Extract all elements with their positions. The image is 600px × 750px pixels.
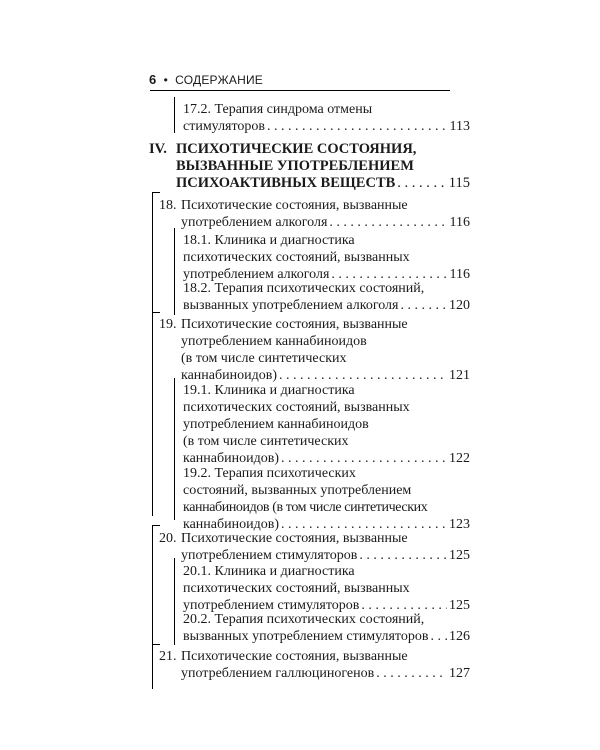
entry-text-line: употреблением стимуляторов [181, 548, 358, 563]
toc-entry-20-1 [183, 563, 470, 614]
entry-text-line: вызванных употреблением алкоголя [183, 298, 399, 313]
bracket-rule [152, 525, 160, 526]
page-ref: 113 [449, 119, 470, 134]
toc-entry-19 [159, 316, 470, 384]
entry-text: Психотические состояния, вызванные [181, 649, 408, 664]
page-ref: 127 [449, 666, 470, 681]
dot-leader [359, 547, 447, 564]
section-heading-line [149, 141, 470, 158]
page-ref: 120 [449, 298, 470, 313]
page-ref: 116 [449, 215, 470, 230]
toc-entry-21 [159, 648, 470, 682]
entry-last-line [149, 175, 470, 192]
page-ref: 126 [449, 629, 470, 644]
bracket-rule [174, 558, 175, 645]
entry-number: 20. [159, 531, 177, 546]
entry-text-line: 18.2. Терапия психотических состояний, [183, 281, 425, 296]
page-ref: 122 [449, 451, 470, 466]
entry-last-line [159, 214, 470, 231]
dot-leader [430, 628, 447, 645]
dot-leader [400, 297, 447, 314]
running-header [149, 72, 449, 88]
bracket-rule [174, 228, 175, 315]
entry-last-line [159, 665, 470, 682]
entry-text-line: каннабиноидов) [183, 451, 279, 466]
entry-text-line [159, 648, 470, 665]
entry-text-line: психотических состояний, вызванных [183, 581, 410, 596]
header-bullet: • [163, 73, 168, 87]
page-ref: 115 [448, 175, 470, 191]
toc-entry-18-1 [183, 232, 470, 283]
entry-last-line [183, 118, 470, 135]
entry-text: Психотические состояния, вызванные [181, 198, 408, 213]
entry-last-line [183, 628, 470, 645]
entry-text-line: 19.1. Клиника и диагностика [183, 383, 355, 398]
entry-text-line: (в том числе синтетических [183, 434, 349, 449]
toc-entry-18 [159, 197, 470, 231]
page-ref: 125 [449, 598, 470, 613]
section-heading-text: ПСИХОАКТИВНЫХ ВЕЩЕСТВ [176, 175, 396, 191]
bracket-rule [152, 644, 160, 645]
entry-text-line: психотических состояний, вызванных [183, 400, 410, 415]
toc-entry-19-2 [183, 465, 470, 533]
bracket-rule [174, 378, 175, 520]
entry-text-line: состояний, вызванных употреблением [183, 483, 412, 498]
entry-text-line: употреблением каннабиноидов [181, 334, 367, 349]
entry-text-line: стимуляторов [183, 119, 266, 134]
entry-text-line: употреблением каннабиноидов [183, 417, 369, 432]
entry-text: Психотические состояния, вызванные [181, 531, 408, 546]
entry-text-line: (в том числе синтетических [181, 351, 347, 366]
entry-number: 19. [159, 317, 177, 332]
section-title: СОДЕРЖАНИЕ [175, 73, 263, 87]
entry-text-line: 17.2. Терапия синдрома отмены [183, 102, 373, 117]
toc-entry-19-1 [183, 382, 470, 467]
dot-leader [267, 118, 447, 135]
entry-text-line: 20.2. Терапия психотических состояний, [183, 612, 425, 627]
section-heading-line [149, 158, 470, 175]
page-number: 6 [149, 72, 157, 87]
dot-leader [329, 214, 447, 231]
entry-text-line: употреблением алкоголя [181, 215, 328, 230]
bracket-rule [152, 644, 153, 689]
entry-text-line: 18.1. Клиника и диагностика [183, 233, 355, 248]
toc-entry-18-2 [183, 280, 470, 314]
page-ref: 123 [449, 517, 470, 532]
entry-text-line: психотических состояний, вызванных [183, 250, 410, 265]
entry-text-line: вызванных употреблением стимуляторов [183, 629, 429, 644]
bracket-rule [152, 312, 160, 313]
entry-text-line: 19.2. Терапия психотических [183, 466, 356, 481]
entry-text-line: употреблением галлюциногенов [181, 666, 375, 681]
toc-entry-20 [159, 530, 470, 564]
entry-number: 21. [159, 649, 177, 664]
page-ref: 121 [449, 368, 470, 383]
entry-text-line [159, 197, 470, 214]
dot-leader [376, 665, 447, 682]
section-heading-text: ПСИХОТИЧЕСКИЕ СОСТОЯНИЯ, [176, 141, 417, 157]
bracket-rule [174, 97, 175, 133]
entry-text-line: 20.1. Клиника и диагностика [183, 564, 355, 579]
bracket-rule [152, 312, 153, 320]
entry-text-line: каннабиноидов) [181, 368, 277, 383]
page-ref: 116 [449, 267, 470, 282]
entry-text-line: каннабиноидов) [183, 517, 279, 532]
section-heading-text: ВЫЗВАННЫЕ УПОТРЕБЛЕНИЕМ [176, 158, 414, 174]
toc-entry-17-2 [183, 101, 470, 135]
entry-last-line [159, 547, 470, 564]
toc-entry-20-2 [183, 611, 470, 645]
entry-text: Психотические состояния, вызванные [181, 317, 408, 332]
entry-text-line [159, 530, 470, 547]
toc-section-iv [149, 141, 470, 192]
section-number: IV. [149, 141, 167, 157]
entry-last-line [183, 297, 470, 314]
page-ref: 125 [449, 548, 470, 563]
entry-number: 18. [159, 198, 177, 213]
header-rule [150, 90, 450, 91]
entry-text-line [159, 316, 470, 333]
bracket-rule [152, 192, 153, 516]
bracket-rule [152, 192, 160, 193]
entry-text-line: употреблением стимуляторов [183, 598, 360, 613]
bracket-rule [152, 525, 153, 645]
dot-leader [397, 175, 446, 192]
entry-text-line: каннабиноидов (в том числе синтетических [183, 500, 428, 515]
entry-text-line: употреблением алкоголя [183, 267, 330, 282]
